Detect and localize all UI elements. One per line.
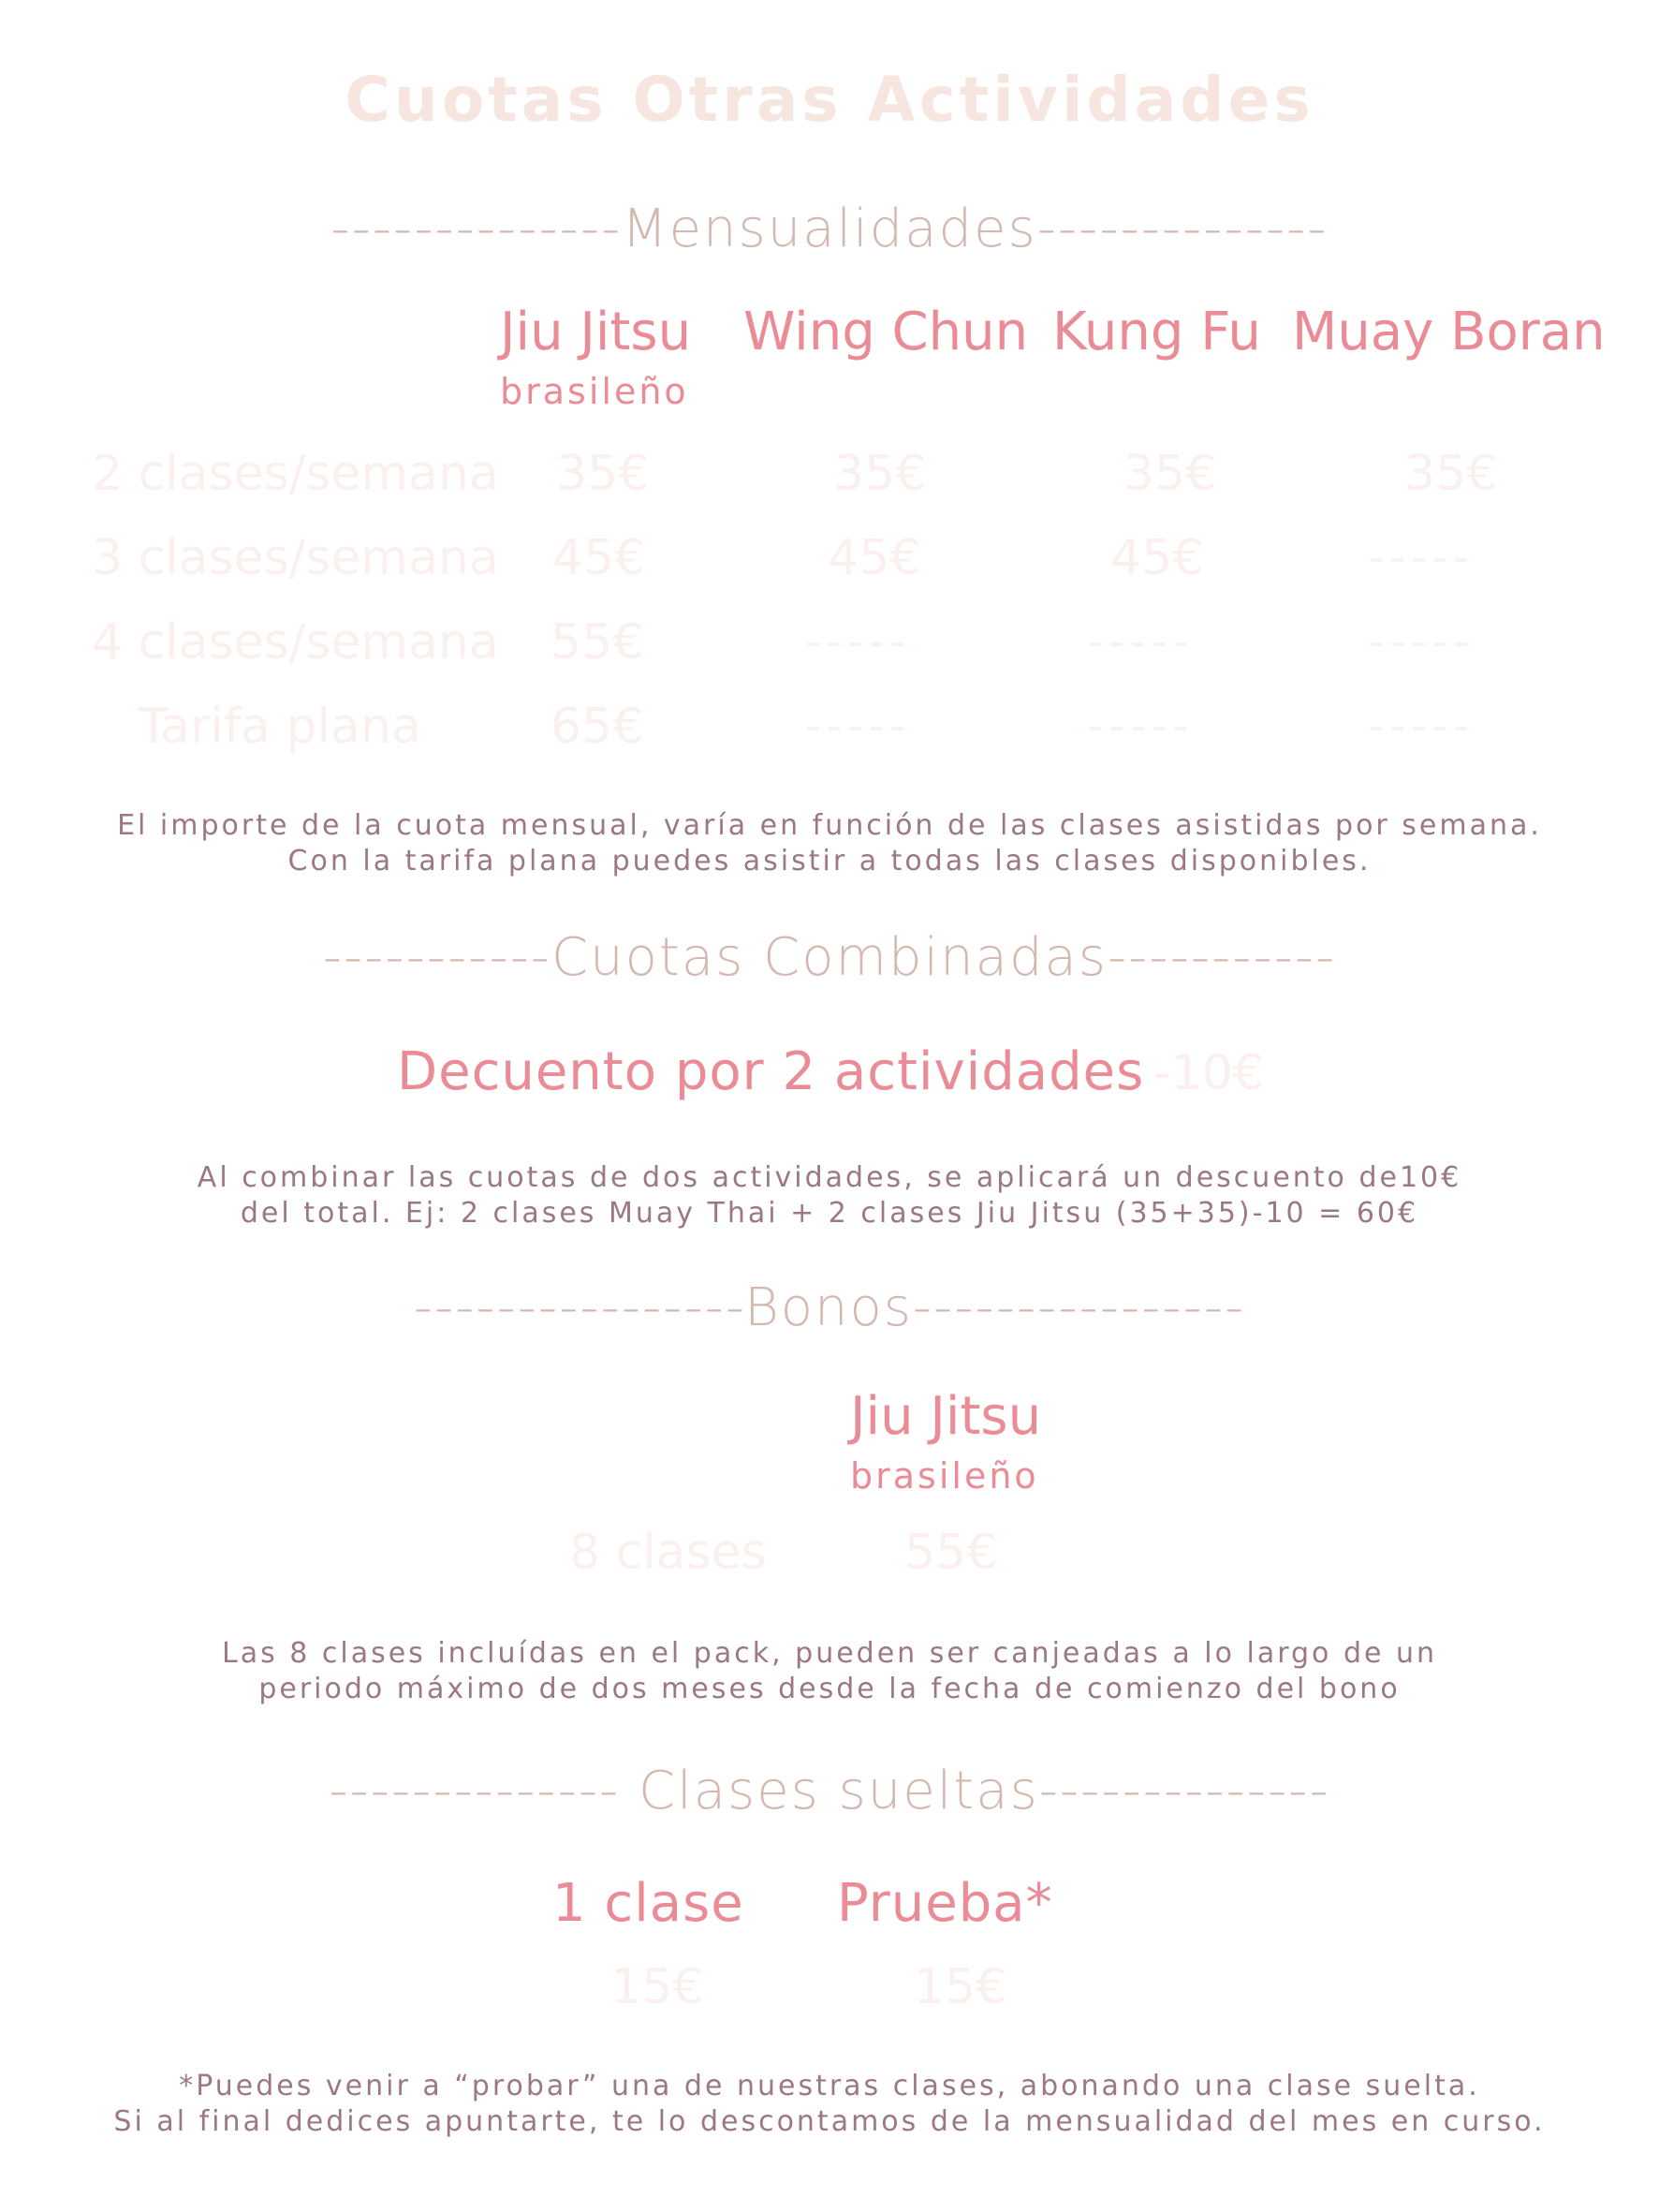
- combined-discount-label: Decuento por 2 actividades: [397, 1041, 1145, 1102]
- price-cell: 35€: [1404, 446, 1498, 502]
- note-bonos-line1: Las 8 clases incluídas en el pack, pueden ser canjeadas a lo largo de un: [221, 1637, 1438, 1670]
- suelta-price-1-clase: 15€: [610, 1959, 704, 2015]
- section-divider-sueltas: -------------- Clases sueltas--------------: [329, 1761, 1330, 1821]
- column-header-wing-chun: Wing Chun: [743, 302, 1029, 362]
- price-cell-empty: -----: [1369, 532, 1475, 582]
- section-divider-mensualidades: --------------Mensualidades--------------: [330, 199, 1329, 259]
- column-header-muay-boran: Muay Boran: [1292, 302, 1606, 362]
- note-sueltas-line2: Si al final dedices apuntarte, te lo descontamos de la mensualidad del mes en curso.: [113, 2105, 1546, 2138]
- suelta-price-prueba: 15€: [914, 1959, 1007, 2015]
- price-cell: 55€: [551, 614, 644, 671]
- note-mensualidades-line1: El importe de la cuota mensual, varía en función de las clases asistidas por semana.: [117, 809, 1542, 842]
- column-header-jiu-jitsu: Jiu Jitsu: [500, 302, 692, 362]
- price-cell: 35€: [556, 446, 650, 502]
- price-cell-empty: -----: [805, 700, 911, 751]
- section-divider-bonos: ----------------Bonos----------------: [413, 1277, 1246, 1338]
- row-label-4-clases: 4 clases/semana: [92, 614, 499, 671]
- price-cell-empty: -----: [1369, 700, 1475, 751]
- suelta-column-prueba: Prueba*: [837, 1873, 1053, 1934]
- row-label-2-clases: 2 clases/semana: [92, 446, 499, 502]
- price-cell: 45€: [828, 530, 921, 586]
- note-bonos-line2: periodo máximo de dos meses desde la fecha de comienzo del bono: [258, 1673, 1401, 1705]
- bono-price: 55€: [904, 1525, 998, 1581]
- price-cell: 35€: [833, 446, 927, 502]
- note-combinadas-line1: Al combinar las cuotas de dos actividades, se aplicará un descuento de10€: [197, 1161, 1462, 1194]
- note-combinadas-line2: del total. Ej: 2 clases Muay Thai + 2 clases Jiu Jitsu (35+35)-10 = 60€: [240, 1197, 1419, 1230]
- price-cell-empty: -----: [1088, 700, 1194, 751]
- page-title: Cuotas Otras Actividades: [345, 64, 1314, 136]
- price-cell-empty: -----: [805, 616, 911, 667]
- bono-row-label: 8 clases: [569, 1525, 767, 1581]
- price-cell-empty: -----: [1369, 616, 1475, 667]
- note-sueltas-line1: *Puedes venir a “probar” una de nuestras clases, abonando una clase suelta.: [179, 2070, 1480, 2102]
- row-label-tarifa-plana: Tarifa plana: [139, 699, 421, 755]
- price-cell: 45€: [552, 530, 646, 586]
- bono-column-subheader: brasileño: [850, 1455, 1039, 1497]
- column-header-kung-fu: Kung Fu: [1052, 302, 1261, 362]
- suelta-column-1-clase: 1 clase: [552, 1873, 744, 1934]
- price-cell: 45€: [1110, 530, 1204, 586]
- column-subheader-jiu-jitsu: brasileño: [500, 371, 689, 412]
- combined-discount-value: -10€: [1153, 1045, 1265, 1101]
- price-cell: 35€: [1123, 446, 1217, 502]
- price-cell: 65€: [551, 699, 644, 755]
- row-label-3-clases: 3 clases/semana: [92, 530, 499, 586]
- bono-column-header: Jiu Jitsu: [850, 1386, 1042, 1447]
- note-mensualidades-line2: Con la tarifa plana puedes asistir a todas las clases disponibles.: [287, 845, 1372, 877]
- price-cell-empty: -----: [1088, 616, 1194, 667]
- section-divider-combinadas: -----------Cuotas Combinadas-----------: [322, 927, 1337, 988]
